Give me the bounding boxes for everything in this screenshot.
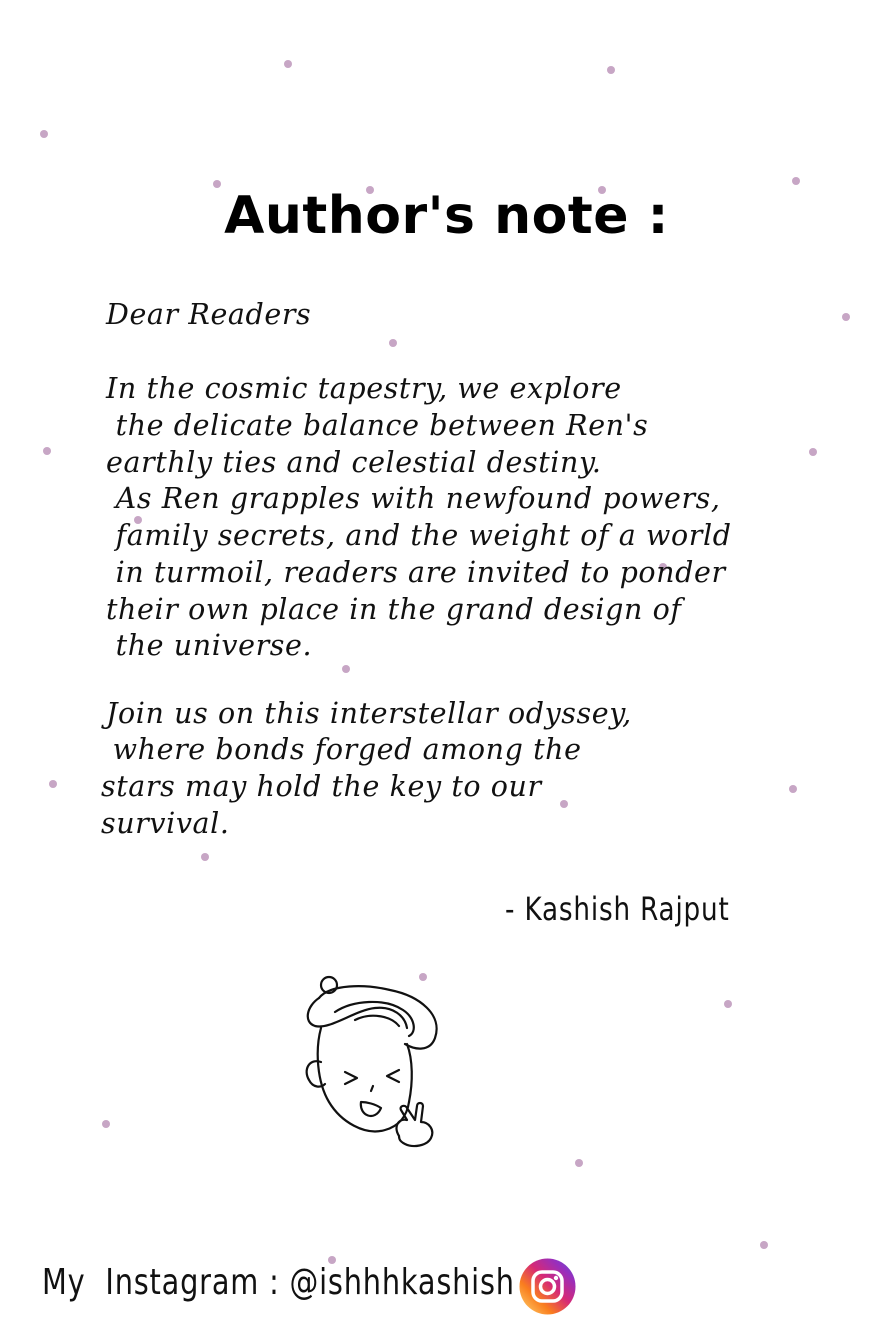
decorative-dot [49, 780, 57, 788]
paragraph-line: In the cosmic tapestry, we explore [106, 372, 622, 405]
instagram-icon[interactable] [519, 1258, 576, 1315]
decorative-dot [40, 130, 48, 138]
decorative-dot [575, 1159, 583, 1167]
decorative-dot [792, 177, 800, 185]
paragraph-line: survival. [101, 807, 230, 840]
paragraph-line: in turmoil, readers are invited to ponder [106, 556, 726, 589]
decorative-dot [789, 785, 797, 793]
paragraph-line: their own place in the grand design of [106, 593, 682, 626]
paragraph-line: family secrets, and the weight of a world [106, 519, 732, 552]
paragraph-line: the delicate balance between Ren's [106, 409, 649, 442]
decorative-dot [724, 1000, 732, 1008]
paragraph-line: stars may hold the key to our [101, 770, 542, 803]
decorative-dot [201, 853, 209, 861]
author-signature: - Kashish Rajput [505, 890, 730, 928]
paragraph-line: As Ren grapples with newfound powers, [106, 482, 721, 515]
decorative-dot [389, 339, 397, 347]
decorative-dot [43, 447, 51, 455]
page-title: Author's note : [224, 186, 669, 246]
instagram-handle[interactable]: My Instagram : @ishhhkashish [42, 1262, 515, 1303]
paragraph-line: the universe. [106, 629, 313, 662]
decorative-dot [284, 60, 292, 68]
decorative-dot [842, 313, 850, 321]
decorative-dot [607, 66, 615, 74]
paragraph-line: Join us on this interstellar odyssey, [106, 697, 632, 730]
decorative-dot [342, 665, 350, 673]
paragraph-line: where bonds forged among the [103, 733, 582, 766]
decorative-dot [809, 448, 817, 456]
decorative-dot [760, 1241, 768, 1249]
paragraph-line: earthly ties and celestial destiny. [106, 446, 602, 479]
decorative-dot [560, 800, 568, 808]
boy-doodle-illustration [295, 970, 445, 1155]
decorative-dot [102, 1120, 110, 1128]
greeting: Dear Readers [106, 298, 312, 331]
